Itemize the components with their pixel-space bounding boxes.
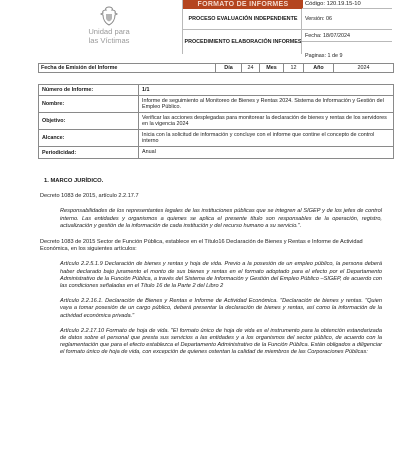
day-value: 24 <box>241 64 259 73</box>
document-code: Código: 120.19.15-10 <box>302 0 392 9</box>
entity-logo <box>36 0 182 54</box>
procedure-name: PROCEDIMIENTO ELABORACIÓN INFORMES <box>184 39 302 45</box>
table-row <box>39 130 393 147</box>
paragraph: Decreto 1083 de 2015, artículo 2.2.17.7 <box>40 193 139 200</box>
year-value: 2024 <box>333 64 393 73</box>
format-title: FORMATO DE INFORMES <box>183 0 303 9</box>
document-date: Fecha: 18/07/2024 <box>302 30 392 42</box>
paragraph: Decreto 1083 de 2015 Sector de Función Pública, establece en el Título16 Declaración de Bienes y Rentas e Informe de Actividad Económica, en los siguientes artículos: <box>40 239 363 253</box>
month-label: Mes <box>259 64 283 73</box>
legal-quote: Responsabilidades de los representantes legales de las instituciones públicas que se integren al SIGEP y de los jefes de control interno. Las entidades y organismos a quienes se aplica el presente título son responsables de la operación, registro, actualización y gestión de la información de cada institución y del recurso humano a su servicio.". <box>60 208 382 229</box>
legal-quote: Artículo 2.2.16.1. Declaración de Bienes y Rentas e Informe de Actividad Económica. "Declaración de bienes y rentas. "Quien vaya a tomar posesión de un cargo público, deberá presentar la declaración de bienes y rentas, así como la información de la actividad económica privada." <box>60 298 382 319</box>
page-count: Paginas: 1 de 9 <box>305 53 343 59</box>
row-value: Inicia con la solicitud de información y concluye con el informe que contine el concepto de control interno <box>142 131 375 145</box>
process-name: PROCESO EVALUACIÓN INDEPENDIENTE <box>183 9 303 30</box>
table-row <box>39 113 393 130</box>
legal-quote: Artículo 2.2.5.1.9 Declaración de bienes y rentas y hoja de vida. Previo a la posesión de un empleo público, la persona deberá haber declarado bajo juramento el monto de sus bienes y rentas en el formato adoptado para el efecto por el Departamento Administrativo de la Función Pública, a través del Sistema de Información y Gestión del Empleo Público –SIGEP, de acuerdo con las condiciones señaladas en el Título 16 de la Parte 2 del Libro 2 <box>60 261 382 290</box>
entity-name: Unidad para las Víctimas <box>88 27 130 45</box>
legal-quote: Artículo 2.2.17.10 Formato de hoja de vida. "El formato único de hoja de vida es el instrumento para la obtención estandarizada de datos sobre el personal que presta sus servicios a las entidades y a los organismos del sector público, de acuerdo con la reglamentación que para el efecto establezca el Departamento Administrativo de la Función Pública. Están obligados a diligenciar el formato único de hoja de vida, con excepción de quienes ostentan la calidad de miembros de las Corporaciones Públicas: <box>60 327 382 356</box>
header-title-block <box>182 0 302 54</box>
document-header <box>36 0 396 59</box>
year-label: Año <box>303 64 333 73</box>
table-row <box>39 147 393 158</box>
row-value: Informe de seguimiento al Monitoreo de Bienes y Rentas 2024. Sistema de Información y Gestión del Empleo Público. <box>142 97 384 111</box>
row-key: Objetivo: <box>39 113 139 129</box>
header-meta-block <box>302 0 392 59</box>
emission-label: Fecha de Emisión del Informe <box>41 65 118 71</box>
row-value: Verificar las acciones desplegadas para monitorear la declaración de bienes y rentas de los servidores en la vigencia 2024 <box>142 114 387 128</box>
row-key: Periodicidad: <box>39 147 139 158</box>
row-key: Nombre: <box>39 96 139 112</box>
coat-of-arms-icon <box>98 5 120 27</box>
report-info-table <box>38 84 394 159</box>
document-version: Versión: 06 <box>302 9 392 30</box>
day-label: Día <box>215 64 241 73</box>
table-row <box>39 85 393 96</box>
row-value: 1/1 <box>142 86 150 93</box>
row-key: Alcance: <box>39 130 139 146</box>
table-row <box>39 96 393 113</box>
row-key: Número de Informe: <box>39 85 139 95</box>
section-heading: 1. MARCO JURÍDICO. <box>44 178 104 184</box>
document-body <box>40 178 390 357</box>
month-value: 12 <box>283 64 303 73</box>
emission-date-row <box>38 63 394 73</box>
row-value: Anual <box>142 148 156 155</box>
